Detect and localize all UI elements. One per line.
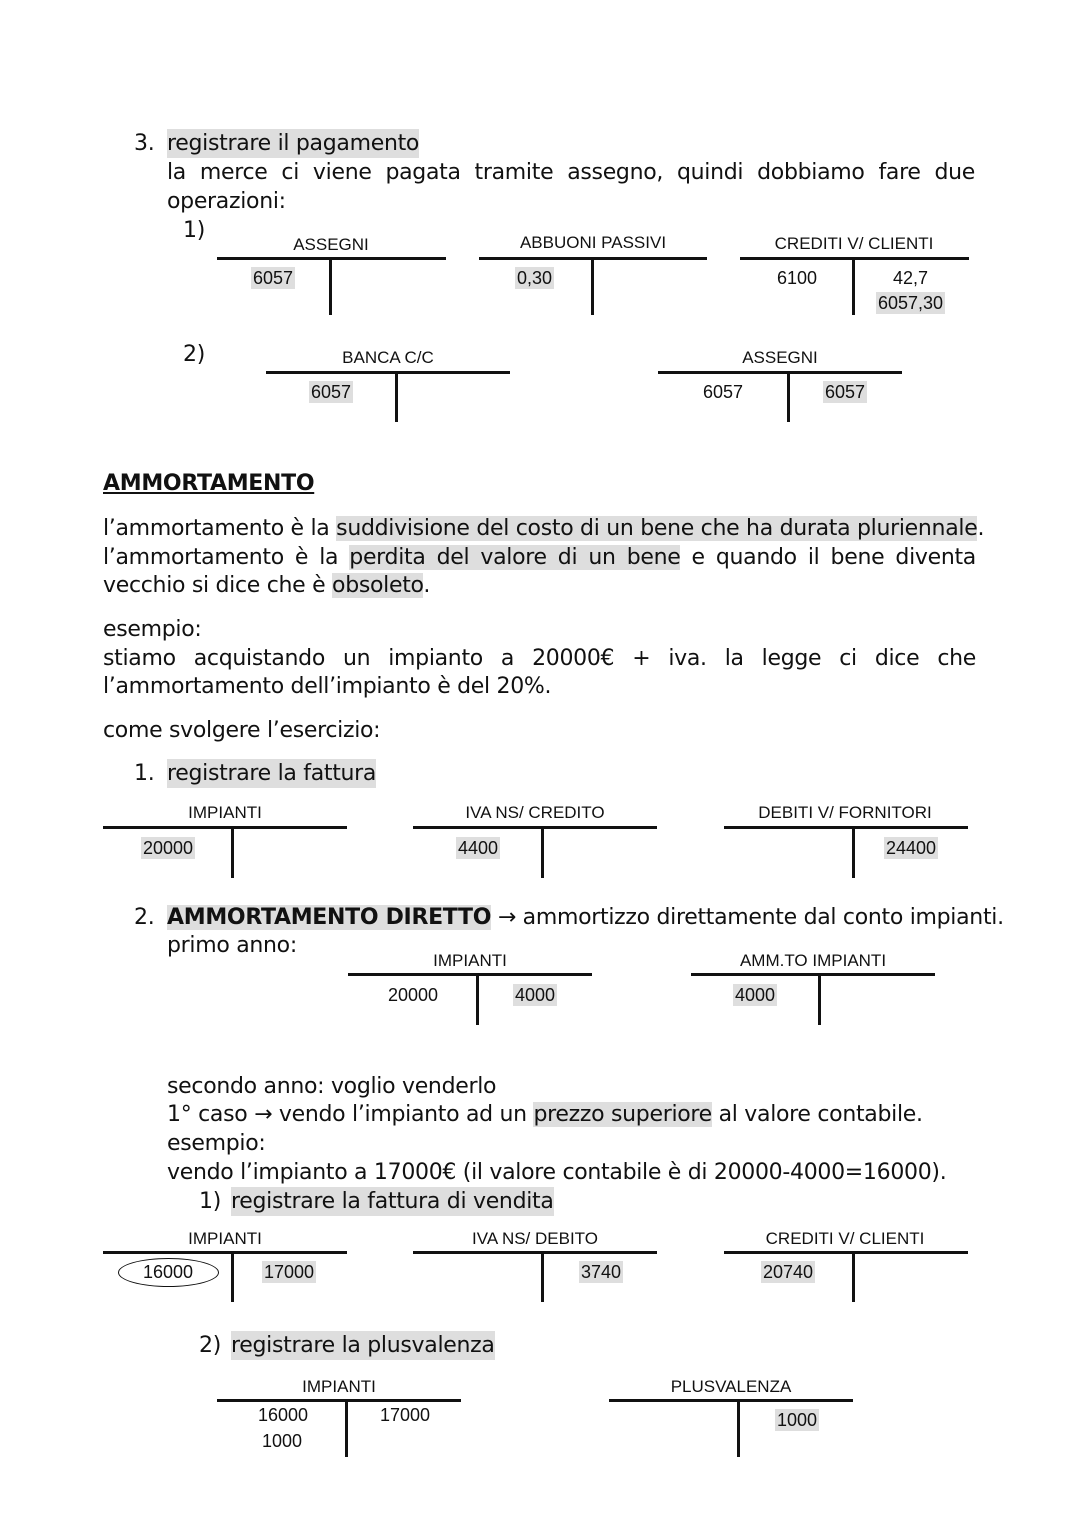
sub2-title: registrare la plusvalenza: [231, 1333, 495, 1358]
account-title: IVA NS/ CREDITO: [465, 803, 605, 822]
account-title: AMM.TO IMPIANTI: [739, 951, 887, 970]
credit-entry: 17000: [380, 1405, 431, 1425]
credit-entry: 42,7: [893, 268, 929, 288]
debit-entry: 16000: [258, 1405, 309, 1425]
debit-entry: 20000: [143, 838, 194, 858]
text-segment: 1° caso → vendo l’impianto ad un: [167, 1102, 534, 1127]
step3-number: 3.: [134, 131, 155, 156]
account-divider: [476, 973, 479, 1025]
account-rule: [217, 1399, 461, 1402]
step3-sub2-number: 2): [183, 342, 205, 367]
text-segment: l’ammortamento è la: [103, 545, 350, 570]
debit-entry: 20000: [388, 985, 439, 1005]
account-divider: [345, 1399, 348, 1457]
account-title: IMPIANTI: [433, 951, 507, 970]
first-year-label: primo anno:: [167, 933, 297, 958]
debit-entry: 4400: [458, 838, 499, 858]
account-title: BANCA C/C: [342, 348, 434, 367]
account-rule: [348, 973, 592, 976]
debit-entry: 6057: [311, 382, 352, 402]
second-year-line: secondo anno: voglio venderlo: [167, 1074, 497, 1099]
account-title: IMPIANTI: [302, 1377, 376, 1396]
highlighted-text: obsoleto: [332, 573, 424, 598]
account-divider: [852, 257, 855, 315]
account-divider: [541, 826, 544, 878]
credit-entry: 4000: [515, 985, 556, 1005]
account-title: IMPIANTI: [188, 803, 262, 822]
credit-entry: 6057,30: [878, 293, 944, 313]
account-divider: [541, 1251, 544, 1302]
step2-title: AMMORTAMENTO DIRETTO: [167, 905, 492, 930]
highlighted-text: suddivisione del costo di un bene che ha durata pluriennale: [336, 516, 978, 541]
highlighted-text: prezzo superiore: [533, 1102, 712, 1127]
text-segment: al valore contabile.: [711, 1102, 923, 1127]
account-title: PLUSVALENZA: [670, 1377, 792, 1396]
debit-entry: 4000: [735, 985, 776, 1005]
debit-entry: 0,30: [517, 268, 553, 288]
account-divider: [852, 1251, 855, 1302]
debit-entry: 6100: [777, 268, 818, 288]
sale-line: vendo l’impianto a 17000€ (il valore contabile è di 20000-4000=16000).: [167, 1160, 947, 1185]
step3-title: registrare il pagamento: [167, 131, 420, 156]
account-rule: [413, 1251, 657, 1254]
sub1-number: 1): [199, 1189, 221, 1214]
account-divider: [395, 371, 398, 422]
section-heading: AMMORTAMENTO: [103, 471, 315, 496]
account-title: CREDITI V/ CLIENTI: [765, 1229, 925, 1248]
credit-entry: 3740: [581, 1262, 622, 1282]
account-divider: [818, 973, 821, 1025]
account-title: DEBITI V/ FORNITORI: [758, 803, 932, 822]
sub2-number: 2): [199, 1333, 221, 1358]
credit-entry: 1000: [777, 1410, 818, 1430]
debit-entry: 6057: [703, 382, 744, 402]
account-rule: [691, 973, 935, 976]
account-divider: [231, 826, 234, 878]
debit-entry: 16000: [143, 1262, 194, 1282]
step3-sub1-number: 1): [183, 218, 205, 243]
paragraph-line1: [103, 514, 984, 543]
account-rule: [413, 826, 657, 829]
account-title: CREDITI V/ CLIENTI: [774, 234, 934, 253]
credit-entry: 6057: [825, 382, 866, 402]
step1-number: 1.: [134, 761, 155, 786]
credit-entry: 17000: [264, 1262, 315, 1282]
step1-title: registrare la fattura: [167, 761, 377, 786]
account-divider: [787, 371, 790, 422]
account-rule: [266, 371, 510, 374]
sub1-title: registrare la fattura di vendita: [231, 1189, 554, 1214]
text-segment: vecchio si dice che è: [103, 573, 333, 598]
highlighted-text: perdita del valore di un bene: [349, 545, 681, 570]
text-segment: → ammortizzo direttamente dal conto impianti.: [491, 905, 1004, 930]
paragraph-line2: [103, 543, 976, 572]
account-rule: [724, 1251, 968, 1254]
account-divider: [231, 1251, 234, 1302]
account-rule: [103, 1251, 347, 1254]
account-title: ABBUONI PASSIVI: [519, 233, 667, 252]
account-rule: [724, 826, 968, 829]
step3-text-line2: operazioni:: [167, 189, 286, 214]
debit-entry: 20740: [763, 1262, 814, 1282]
debit-entry: 6057: [253, 268, 294, 288]
account-divider: [329, 257, 332, 315]
account-divider: [852, 826, 855, 878]
exercise-intro: come svolgere l’esercizio:: [103, 718, 381, 743]
debit-entry: 1000: [262, 1431, 303, 1451]
account-title: IVA NS/ DEBITO: [472, 1229, 598, 1248]
account-rule: [103, 826, 347, 829]
case1-line: [167, 1100, 923, 1129]
example-line2: l’ammortamento dell’impianto è del 20%.: [103, 674, 552, 699]
example-label: esempio:: [103, 617, 202, 642]
account-rule: [609, 1399, 853, 1402]
account-title: ASSEGNI: [742, 348, 818, 367]
account-title: ASSEGNI: [293, 235, 369, 254]
step2-number: 2.: [134, 905, 155, 930]
text-segment: e quando il bene diventa: [680, 545, 976, 570]
example-label-2: esempio:: [167, 1131, 266, 1156]
step2-line: [167, 903, 1004, 932]
text-segment: .: [423, 573, 431, 598]
text-segment: .: [977, 516, 985, 541]
credit-entry: 24400: [886, 838, 937, 858]
text-segment: l’ammortamento è la: [103, 516, 337, 541]
example-line1: stiamo acquistando un impianto a 20000€ + iva. la legge ci dice che: [103, 646, 976, 671]
paragraph-line3: [103, 571, 430, 600]
account-divider: [737, 1399, 740, 1457]
account-divider: [591, 257, 594, 315]
account-title: IMPIANTI: [188, 1229, 262, 1248]
step3-text-line1: la merce ci viene pagata tramite assegno, quindi dobbiamo fare due: [167, 160, 975, 185]
account-rule: [658, 371, 902, 374]
